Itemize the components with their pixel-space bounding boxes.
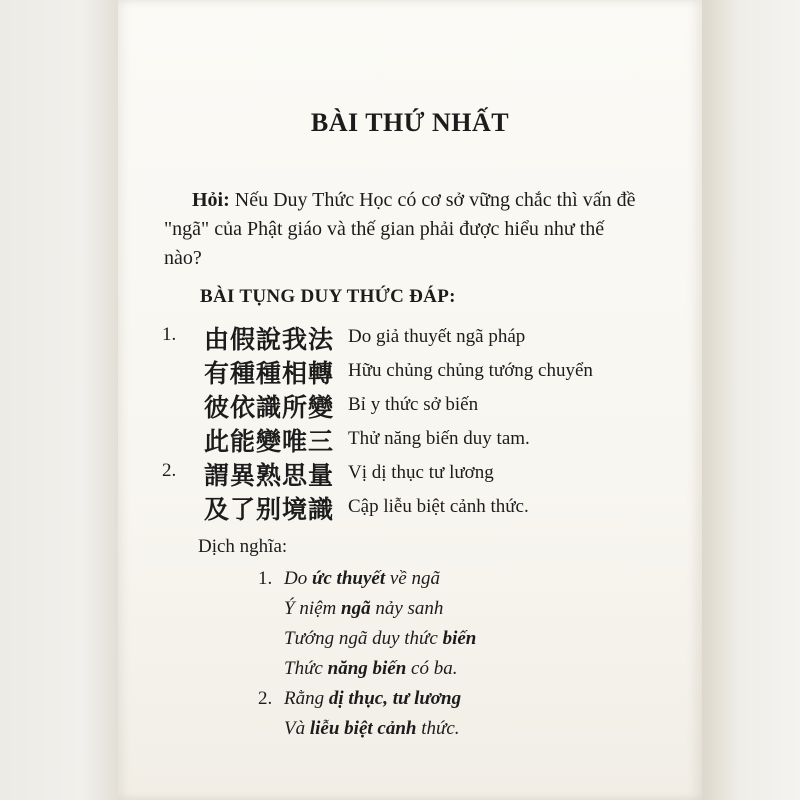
verse-vietnamese: Vị dị thục tư lương xyxy=(348,462,494,483)
translation-line xyxy=(258,688,658,718)
emphasis-run: liễu biệt cảnh xyxy=(309,718,417,739)
background-right xyxy=(700,0,800,800)
verse-vietnamese: Cập liễu biệt cảnh thức. xyxy=(348,496,529,517)
translation-line xyxy=(258,718,658,748)
translation-label: Dịch nghĩa: xyxy=(198,536,288,557)
text-run: nảy sanh xyxy=(370,598,444,619)
verse-vietnamese: Thử năng biến duy tam. xyxy=(348,428,530,449)
translation-text xyxy=(284,628,476,650)
translation-text xyxy=(284,658,457,680)
text-run: Ý niệm xyxy=(284,598,341,619)
verse-vietnamese: Hữu chủng chủng tướng chuyển xyxy=(348,360,593,381)
verse-chinese: 及了别境識 xyxy=(204,495,335,524)
text-run: thức. xyxy=(416,718,460,739)
question-label: Hỏi: xyxy=(192,189,230,211)
emphasis-run: ngã xyxy=(341,598,371,619)
question-paragraph xyxy=(164,186,640,273)
text-run: Và xyxy=(284,718,310,739)
translation-number: 2. xyxy=(258,688,273,709)
page-title: BÀI THỨ NHẤT xyxy=(310,108,510,137)
text-run: có ba. xyxy=(406,658,458,679)
translation-line xyxy=(258,628,658,658)
verse-chinese: 謂異熟思量 xyxy=(204,461,335,490)
translation-line xyxy=(258,598,658,628)
verse-chinese: 彼依識所變 xyxy=(204,393,335,422)
verse-row xyxy=(162,456,682,490)
verse-list xyxy=(162,320,682,524)
translation-text xyxy=(284,568,440,590)
verse-row xyxy=(162,320,682,354)
verse-vietnamese: Bỉ y thức sở biến xyxy=(348,394,479,415)
verse-chinese: 由假說我法 xyxy=(204,325,335,354)
text-run: Do xyxy=(284,568,312,589)
answer-heading: BÀI TỤNG DUY THỨC ĐÁP: xyxy=(200,286,456,307)
translation-text xyxy=(284,718,460,740)
translation-text xyxy=(284,598,443,620)
translation-line xyxy=(258,568,658,598)
emphasis-run: năng biến xyxy=(327,658,407,679)
text-run: Thức xyxy=(284,658,328,679)
verse-number: 2. xyxy=(162,460,177,481)
verse-chinese: 此能變唯三 xyxy=(204,427,335,456)
emphasis-run: biến xyxy=(442,628,477,649)
background-left xyxy=(0,0,118,800)
question-text: Nếu Duy Thức Học có cơ sở vững chắc thì vấn đề "ngã" của Phật giáo và thế gian phải được hiểu như thế nào? xyxy=(164,189,636,269)
verse-vietnamese: Do giả thuyết ngã pháp xyxy=(348,326,526,347)
verse-row xyxy=(162,388,682,422)
verse-row xyxy=(162,354,682,388)
translation-list xyxy=(258,568,658,748)
translation-number: 1. xyxy=(258,568,273,589)
text-run: về ngã xyxy=(385,568,440,589)
emphasis-run: ức thuyết xyxy=(311,568,386,589)
text-run: Rằng xyxy=(284,688,329,709)
verse-row xyxy=(162,490,682,524)
verse-number: 1. xyxy=(162,324,177,345)
book-page xyxy=(118,0,702,800)
verse-row xyxy=(162,422,682,456)
verse-chinese: 有種種相轉 xyxy=(204,359,335,388)
emphasis-run: dị thục, tư lương xyxy=(328,688,462,709)
translation-text xyxy=(284,688,461,710)
text-run: Tướng ngã duy thức xyxy=(284,628,443,649)
translation-line xyxy=(258,658,658,688)
